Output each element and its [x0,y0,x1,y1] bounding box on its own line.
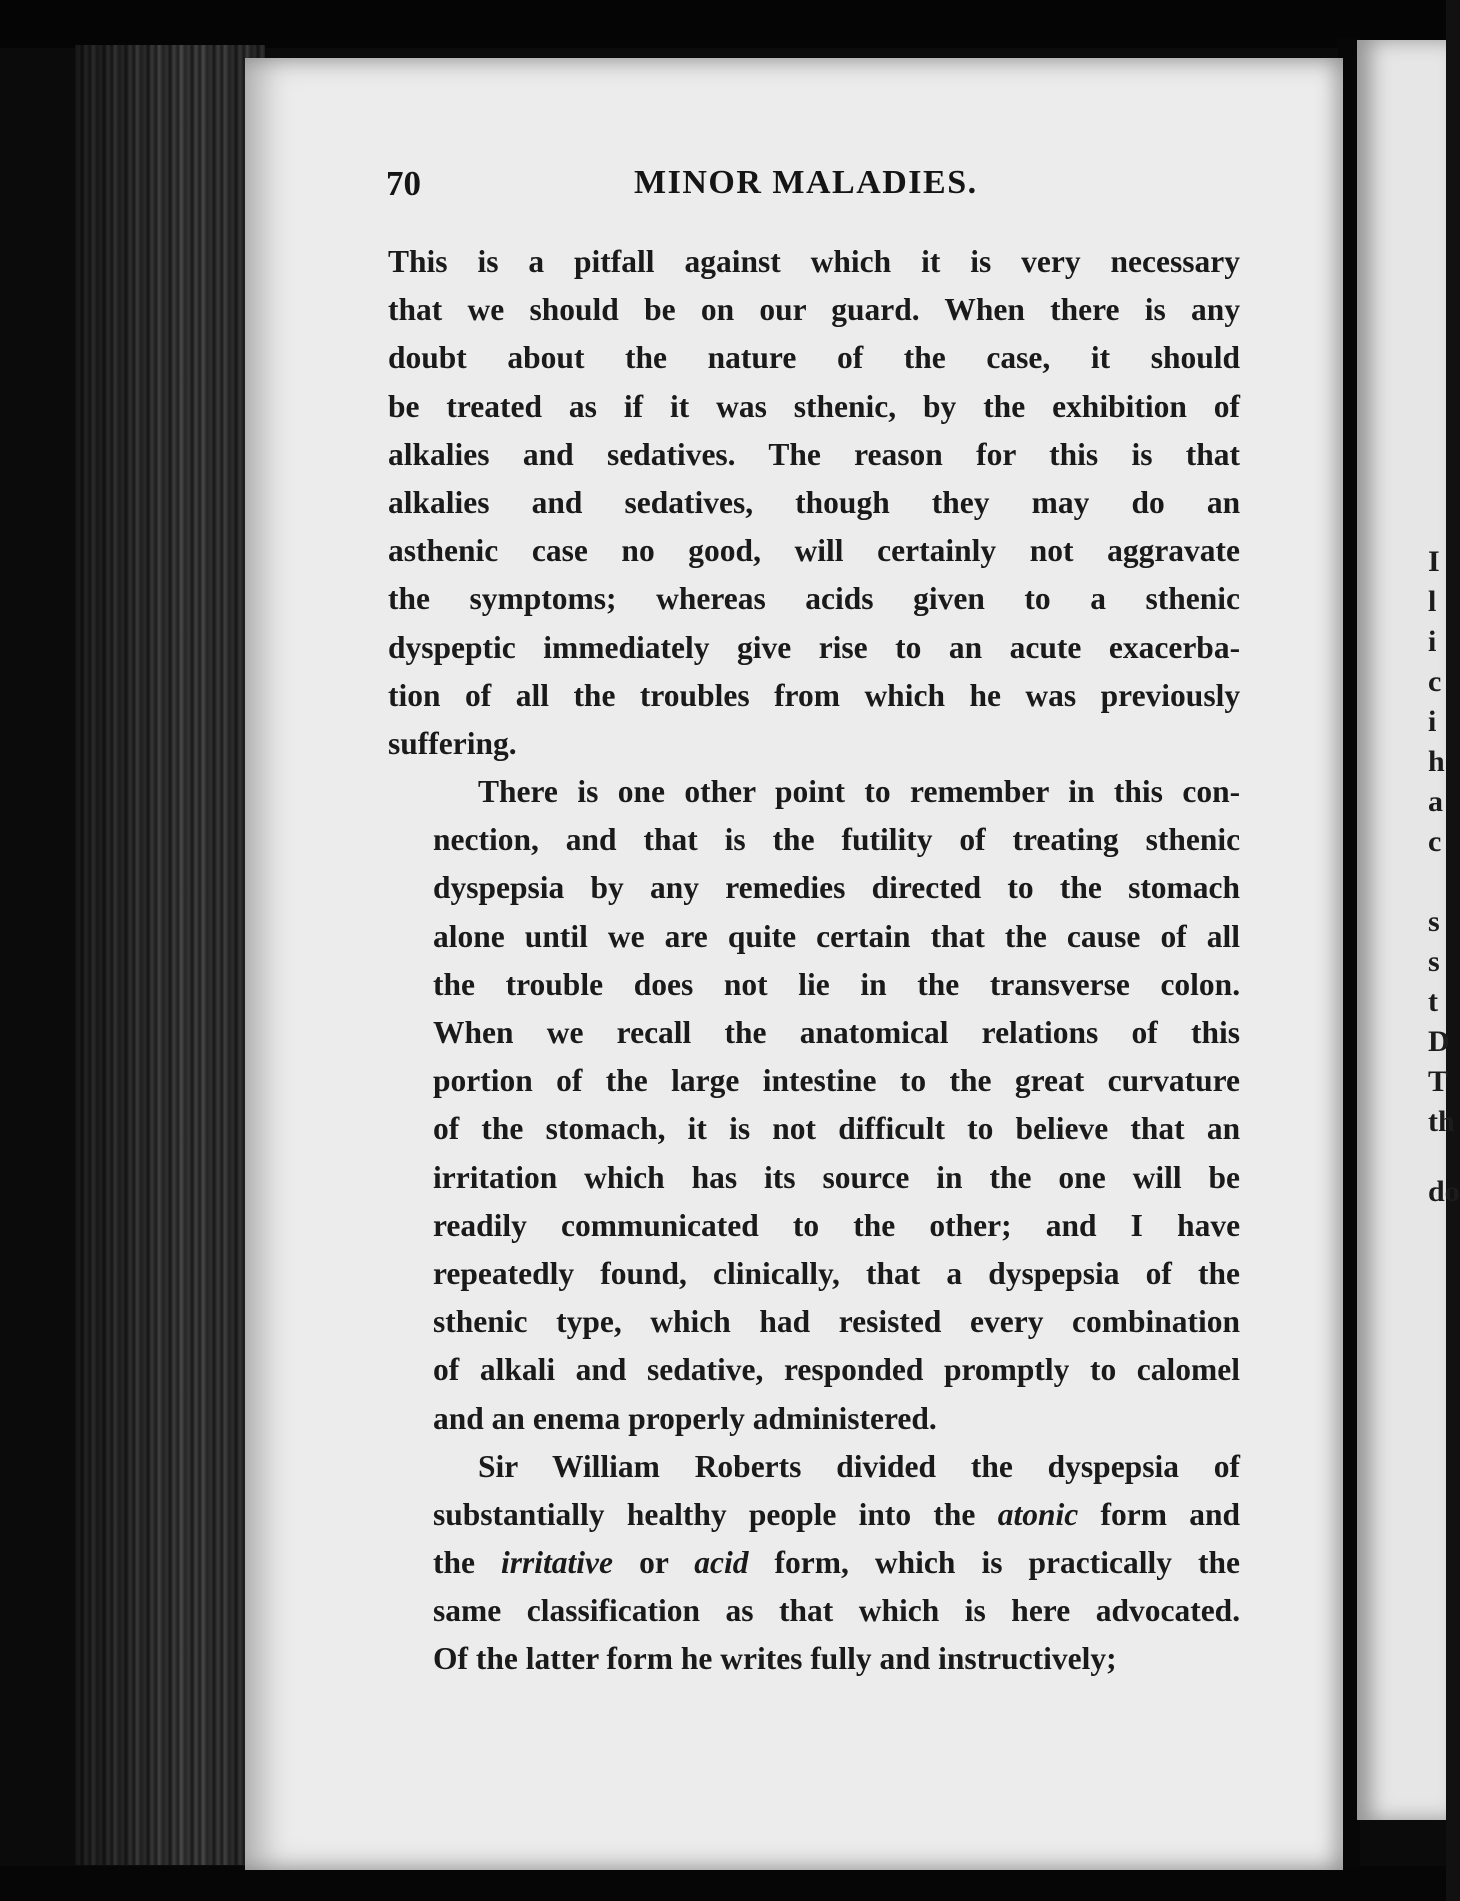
text-line: There is one other point to remember in this con- [478,774,1241,810]
text-line: that we should be on our guard. When there is any [388,292,1241,328]
text-line: and an enema properly administered. [433,1400,937,1436]
facing-page-letter: a [1428,785,1443,818]
facing-page-letter: i [1428,625,1437,658]
facing-page-letter: c [1428,665,1442,698]
paragraph [388,238,1240,768]
running-head: MINOR MALADIES. [634,164,978,201]
text-line: When we recall the anatomical relations of this [433,1015,1241,1050]
text-line: alkalies and sedatives. The reason for this is that [388,436,1241,472]
text-line: This is a pitfall against which it is very necessary [388,244,1240,279]
text-line: same classification as that which is here advocated. [433,1593,1241,1629]
text-line: substantially healthy people into the atonic form and [433,1496,1240,1532]
paragraph [388,1443,1240,1684]
facing-page-letter: th [1428,1105,1455,1138]
text-line: Sir William Roberts divided the dyspepsia of [478,1448,1241,1484]
text-line: the symptoms; whereas acids given to a sthenic [388,581,1241,617]
facing-page-letter: t [1428,985,1438,1018]
facing-page-letter: h [1428,745,1445,778]
facing-page-letter: s [1428,945,1440,978]
facing-page-letter: l [1428,585,1437,618]
text-line: alkalies and sedatives, though they may do an [388,484,1241,520]
text-line: repeatedly found, clinically, that a dyspepsia of the [433,1255,1241,1291]
text-line: Of the latter form he writes fully and instructively; [433,1641,1117,1677]
text-line: be treated as if it was sthenic, by the exhibition of [388,388,1241,424]
text-line: sthenic type, which had resisted every combination [433,1304,1241,1340]
text-line: suffering. [388,725,517,761]
book-binding-edge [75,45,265,1865]
text-line: alone until we are quite certain that the cause of all [433,918,1240,954]
text-line: asthenic case no good, will certainly not aggravate [388,533,1241,569]
text-line: of alkali and sedative, responded promptly to calomel [433,1352,1240,1388]
text-line: the trouble does not lie in the transverse colon. [433,966,1241,1002]
paragraph [388,768,1240,1443]
text-line: dyspepsia by any remedies directed to the stomach [433,870,1241,906]
facing-page-letter: s [1428,905,1440,938]
page-header [386,164,1246,214]
facing-page-letter: T [1428,1065,1449,1098]
text-line: irritation which has its source in the one will be [433,1159,1241,1195]
text-line: tion of all the troubles from which he was previously [388,677,1241,713]
scan-bottom-border [0,1866,1446,1901]
text-line: portion of the large intestine to the great curvature [433,1063,1241,1099]
text-line: readily communicated to the other; and I have [433,1207,1241,1243]
text-line: dyspeptic immediately give rise to an acute exacerba- [388,629,1241,665]
text-line: of the stomach, it is not difficult to believe that an [433,1111,1241,1147]
facing-page-letter: I [1428,545,1440,578]
facing-page-letter: do [1428,1175,1460,1208]
page-number: 70 [386,164,421,203]
facing-page-letter: c [1428,825,1442,858]
scan-top-border [0,0,1446,48]
page-body-text [388,238,1240,1684]
text-line: the irritative or acid form, which is practically the [433,1545,1241,1581]
facing-page-letter: D [1428,1025,1450,1058]
facing-page-letter: i [1428,705,1437,738]
text-line: doubt about the nature of the case, it should [388,340,1241,376]
text-line: nection, and that is the futility of treating sthenic [433,822,1241,858]
